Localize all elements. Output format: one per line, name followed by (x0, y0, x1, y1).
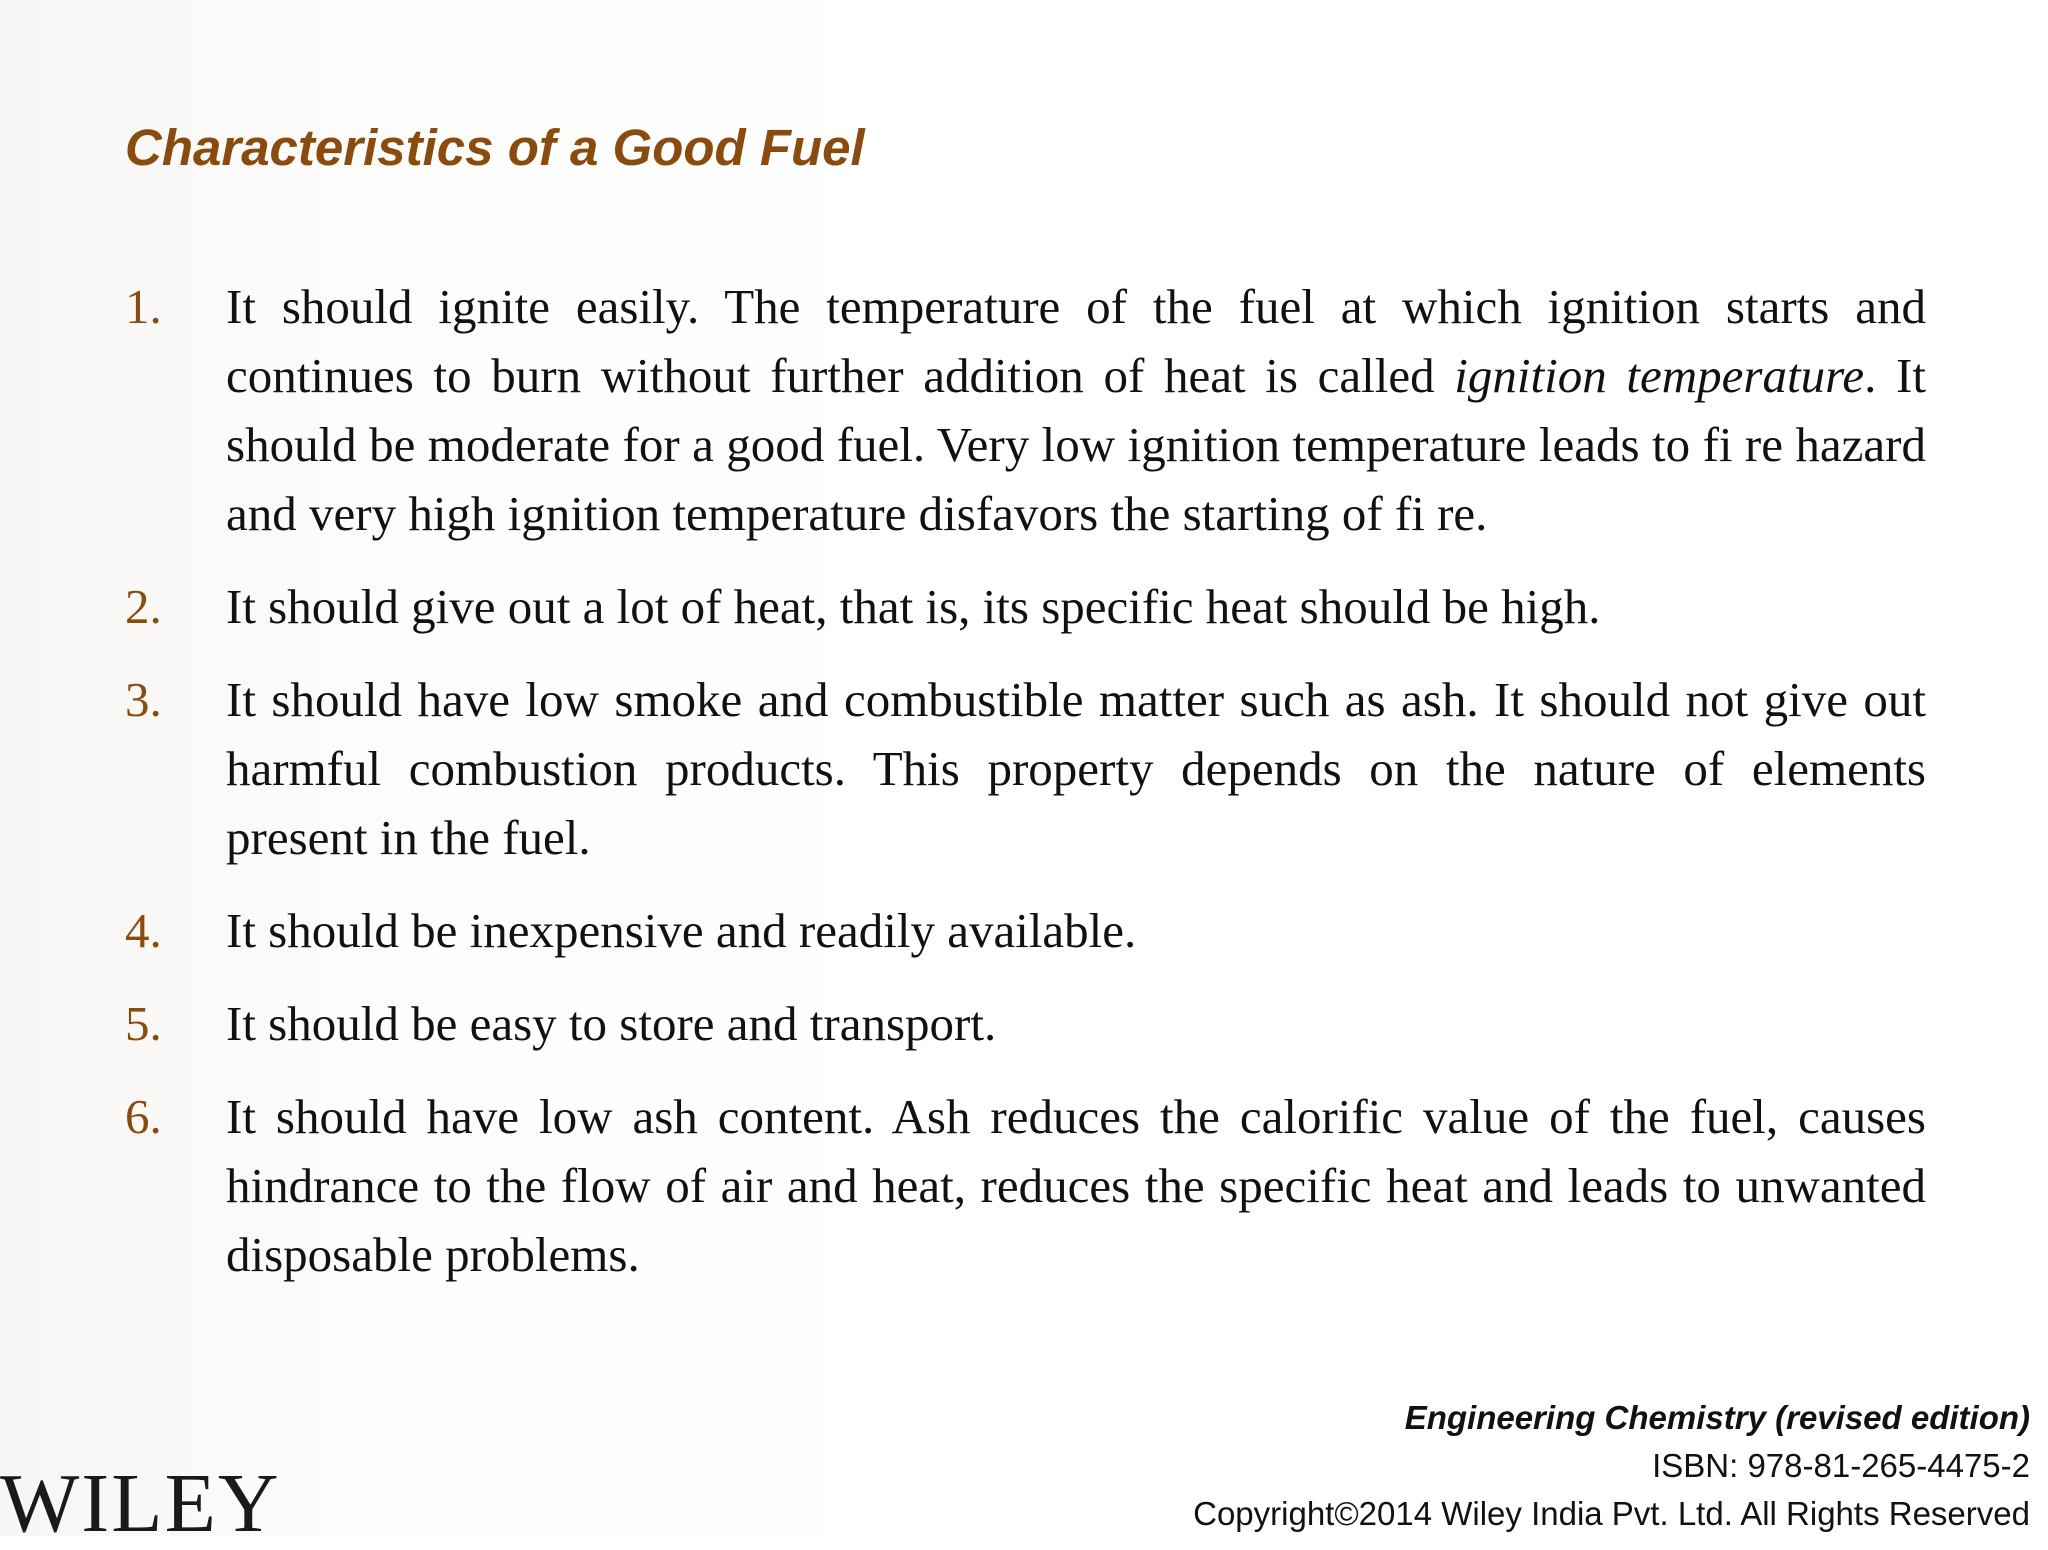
footer-citation (1193, 1394, 2030, 1538)
characteristics-list (0, 272, 2048, 1313)
ignition-temperature-term: ignition temperature (1454, 348, 1865, 403)
item-number: 4. (125, 903, 162, 958)
list-item (0, 896, 2048, 965)
list-item (0, 989, 2048, 1058)
slide-title: Characteristics of a Good Fuel (125, 119, 865, 176)
book-title: Engineering Chemistry (revised edition) (1404, 1399, 2030, 1436)
item-text: It should have low smoke and combustible matter such as ash. It should not give out harmful combustion products. This property depends on the nature of elements present in the fuel. (226, 672, 1926, 865)
item-text: It should be inexpensive and readily available. (226, 903, 1137, 958)
list-item (0, 1082, 2048, 1289)
list-item (0, 572, 2048, 641)
item-text: It should be easy to store and transport. (226, 996, 997, 1051)
item-text: It should have low ash content. Ash reduces the calorific value of the fuel, causes hindrance to the flow of air and heat, reduces the specific heat and leads to unwanted disposable problems. (226, 1089, 1926, 1282)
item-number: 5. (125, 996, 162, 1051)
item-text-part: . It should be moderate for a good fuel. Very low ignition temperature leads to fi re hazard and very high ignition temperature disfavors the starting of fi re. (226, 348, 1926, 541)
item-number: 6. (125, 1089, 162, 1144)
item-text-part: It should ignite easily. The temperature of the fuel at which ignition starts and continues to burn without further addition of heat is called (226, 279, 1926, 403)
item-number: 1. (125, 279, 162, 334)
isbn: ISBN: 978-81-265-4475-2 (1652, 1447, 2030, 1484)
item-text (226, 272, 1926, 548)
list-item (0, 665, 2048, 872)
list-item (0, 272, 2048, 548)
item-text: It should give out a lot of heat, that is, its specific heat should be high. (226, 579, 1601, 634)
copyright: Copyright©2014 Wiley India Pvt. Ltd. All Rights Reserved (1193, 1495, 2030, 1532)
wiley-logo: WILEY (0, 1457, 281, 1550)
item-number: 3. (125, 672, 162, 727)
item-number: 2. (125, 579, 162, 634)
